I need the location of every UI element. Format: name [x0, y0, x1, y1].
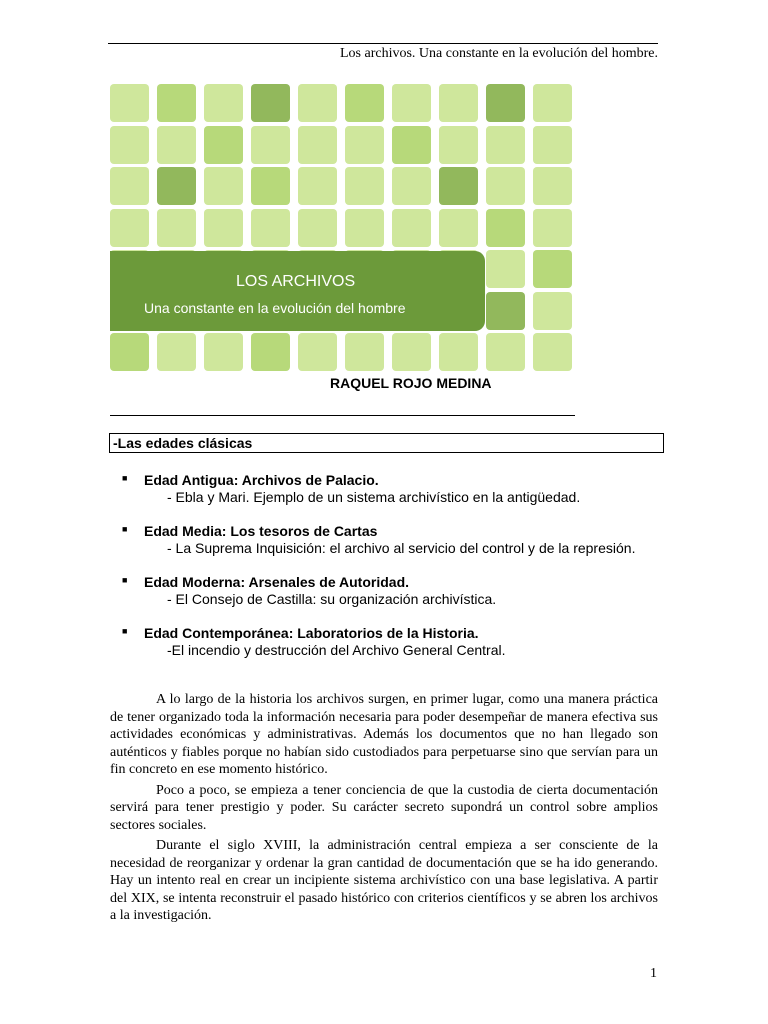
- cover-tile: [251, 333, 290, 371]
- cover-tile: [486, 250, 525, 288]
- era-title: Edad Media: Los tesoros de Cartas: [144, 523, 378, 539]
- bullet-icon: ■: [122, 575, 128, 585]
- cover-tile: [486, 126, 525, 164]
- era-title: Edad Moderna: Arsenales de Autoridad.: [144, 574, 410, 590]
- cover-tile: [439, 167, 478, 205]
- cover-tile: [345, 333, 384, 371]
- page-number: 1: [650, 966, 657, 981]
- cover-tile: [110, 209, 149, 247]
- era-description: - Ebla y Mari. Ejemplo de un sistema archivístico en la antigüedad.: [167, 489, 581, 505]
- cover-tile: [486, 84, 525, 122]
- body-paragraph: Poco a poco, se empieza a tener conciencia de que la custodia de cierta documentación servirá para tener prestigio y poder. Su carácter secreto supondrá un control sobre amplios sectores sociales.: [110, 782, 658, 833]
- cover-tile: [533, 167, 572, 205]
- cover-tile: [533, 250, 572, 288]
- era-title: Edad Antigua: Archivos de Palacio.: [144, 472, 379, 488]
- cover-tile: [157, 333, 196, 371]
- bullet-icon: ■: [122, 626, 128, 636]
- cover-tile: [251, 84, 290, 122]
- body-paragraph: A lo largo de la historia los archivos surgen, en primer lugar, como una manera práctica de tener organizado toda la información necesaria para poder desempeñar de manera efectiva sus actividades económicas y administrativas. Además los documentos que no han llegado son auténticos y fiables porque no habían sido custodiados para perpetuarse sino que servían para un fin concreto en ese momento histórico.: [110, 692, 658, 777]
- cover-tile: [204, 126, 243, 164]
- cover-tile: [486, 292, 525, 330]
- era-description: -El incendio y destrucción del Archivo General Central.: [167, 642, 506, 658]
- cover-tile: [157, 209, 196, 247]
- cover-tile: [157, 126, 196, 164]
- cover-tile: [392, 167, 431, 205]
- cover-tile: [533, 333, 572, 371]
- cover-tile: [251, 167, 290, 205]
- cover-tile: [439, 126, 478, 164]
- bullet-icon: ■: [122, 473, 128, 483]
- cover-tile: [345, 167, 384, 205]
- cover-rule: [110, 415, 575, 416]
- cover-tile: [486, 333, 525, 371]
- cover-tile: [157, 167, 196, 205]
- body-text: [110, 691, 658, 928]
- header-rule: [108, 43, 658, 44]
- cover-tile: [251, 126, 290, 164]
- cover-tile: [204, 209, 243, 247]
- cover-tile: [345, 209, 384, 247]
- cover-tile: [533, 84, 572, 122]
- section-title: -Las edades clásicas: [113, 435, 253, 451]
- body-paragraph: Durante el siglo XVIII, la administración central empieza a ser consciente de la necesidad de reorganizar y ordenar la gran cantidad de documentación que se ha ido generando. Hay un intento real en crear un incipiente sistema archivístico con una base legislativa. A partir del XIX, se intenta reconstruir el pasado histórico con criterios científicos y se abren los archivos a la investigación.: [110, 838, 658, 923]
- cover-tile: [251, 209, 290, 247]
- cover-tile: [439, 84, 478, 122]
- cover-subtitle: Una constante en la evolución del hombre: [144, 300, 406, 316]
- era-item: [122, 574, 642, 608]
- cover-tile: [204, 167, 243, 205]
- era-list: [122, 472, 642, 676]
- cover-tile: [298, 333, 337, 371]
- bullet-icon: ■: [122, 524, 128, 534]
- cover-tile: [157, 84, 196, 122]
- cover-tile: [298, 84, 337, 122]
- cover-author: RAQUEL ROJO MEDINA: [330, 375, 492, 391]
- era-item: [122, 523, 642, 557]
- cover-tile: [439, 333, 478, 371]
- cover-tile: [110, 126, 149, 164]
- cover-title: LOS ARCHIVOS: [236, 273, 356, 290]
- cover-tile: [533, 292, 572, 330]
- era-description: - La Suprema Inquisición: el archivo al servicio del control y de la represión.: [167, 540, 636, 556]
- cover-image: [110, 84, 575, 416]
- cover-tile: [345, 126, 384, 164]
- cover-tile: [392, 333, 431, 371]
- cover-tile: [392, 126, 431, 164]
- era-title: Edad Contemporánea: Laboratorios de la Historia.: [144, 625, 479, 641]
- cover-tile: [298, 126, 337, 164]
- cover-tile: [392, 209, 431, 247]
- era-description: - El Consejo de Castilla: su organización archivística.: [167, 591, 497, 607]
- cover-tile: [298, 209, 337, 247]
- cover-tile: [486, 167, 525, 205]
- cover-banner: [110, 251, 485, 331]
- cover-tile: [345, 84, 384, 122]
- cover-tile: [392, 84, 431, 122]
- era-item: [122, 472, 642, 506]
- cover-tile: [110, 84, 149, 122]
- cover-tile: [486, 209, 525, 247]
- cover-tile: [298, 167, 337, 205]
- era-item: [122, 625, 642, 659]
- cover-tile: [533, 126, 572, 164]
- cover-tile: [533, 209, 572, 247]
- cover-tile: [439, 209, 478, 247]
- running-header: Los archivos. Una constante en la evolución del hombre.: [339, 46, 658, 61]
- cover-tile: [204, 333, 243, 371]
- cover-tile: [110, 167, 149, 205]
- section-heading-box: [109, 433, 664, 453]
- cover-tile: [110, 333, 149, 371]
- cover-tile: [204, 84, 243, 122]
